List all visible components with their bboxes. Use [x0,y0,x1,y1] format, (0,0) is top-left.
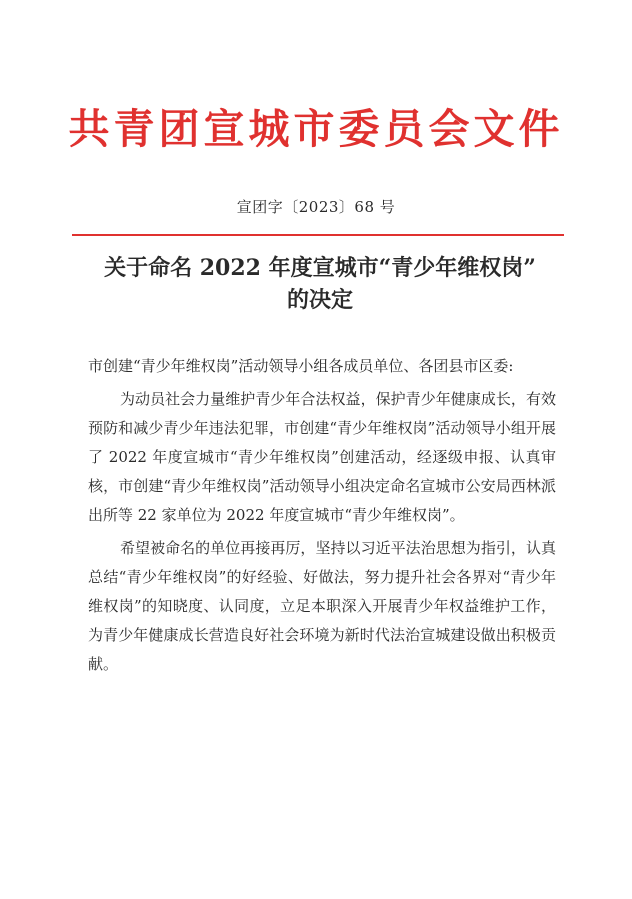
document-header-title: 共青团宣城市委员会文件 [68,105,564,153]
document-title-line-2: 的决定 [286,287,353,313]
document-body [88,352,556,679]
body-paragraph-1: 为动员社会力量维护青少年合法权益，保护青少年健康成长，有效预防和减少青少年违法犯罪，市创建“青少年维权岗”活动领导小组开展了 2022 年度宣城市“青少年维权岗”创建活动，经逐级申报、认真审核，市创建“青少年维权岗”活动领导小组决定命名宣城市公安局西林派出所等 22 家单位为 2022 年度宣城市“青少年维权岗”。 [88,390,556,524]
document-title-line-1: 关于命名 2022 年度宣城市“青少年维权岗” [104,255,536,281]
document-number: 宣团字〔2023〕68 号 [236,198,396,216]
header-divider-line [72,234,564,236]
body-paragraph-2: 希望被命名的单位再接再厉，坚持以习近平法治思想为指引，认真总结“青少年维权岗”的好经验、好做法，努力提升社会各界对“青少年维权岗”的知晓度、认同度，立足本职深入开展青少年权益维护工作，为青少年健康成长营造良好社会环境为新时代法治宣城建设做出积极贡献。 [88,539,556,673]
addressee: 市创建“青少年维权岗”活动领导小组各成员单位、各团县市区委: [88,357,514,375]
document-title [80,252,560,316]
